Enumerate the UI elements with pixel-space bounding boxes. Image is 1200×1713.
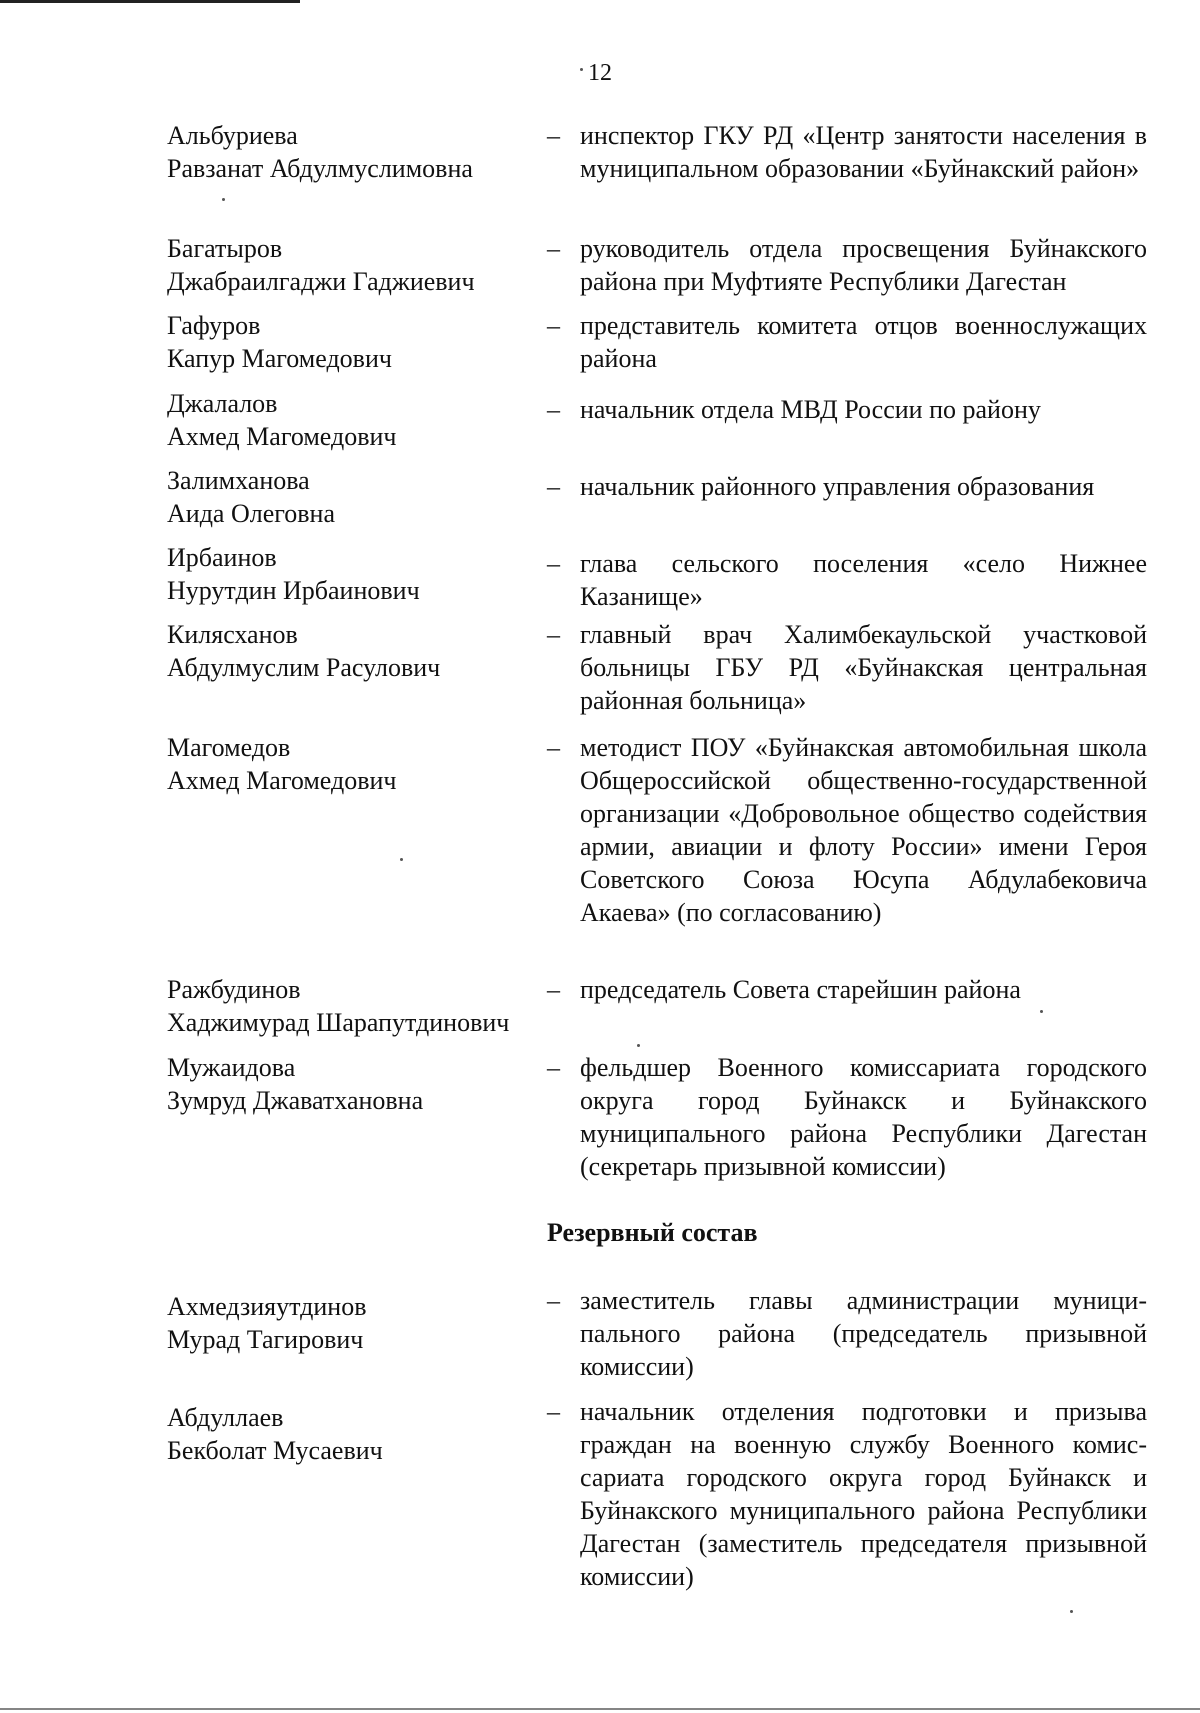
member-name — [167, 387, 527, 453]
separator-dash: – — [547, 234, 560, 263]
member-given-name: Хаджимурад Шарапутдинович — [167, 1008, 510, 1037]
separator-dash: – — [547, 395, 560, 424]
separator-dash: – — [547, 733, 560, 762]
member-given-name: Мурад Тагирович — [167, 1325, 364, 1354]
separator-dash: – — [547, 472, 560, 501]
scan-speck — [580, 68, 583, 71]
member-role: заместитель главы администрации муниципального района (председатель призывной комиссии) — [580, 1286, 1147, 1381]
member-name — [167, 232, 527, 298]
member-name — [167, 541, 527, 607]
separator-dash: – — [547, 1053, 560, 1082]
member-surname: Абдуллаев — [167, 1403, 284, 1432]
member-name — [167, 309, 527, 375]
member-given-name: Джабраилгаджи Гаджиевич — [167, 267, 475, 296]
separator-dash: – — [547, 121, 560, 150]
member-surname: Ирбаинов — [167, 543, 277, 572]
top-edge-rule — [0, 0, 300, 3]
member-role: методист ПОУ «Буйнакская автомобильная школа Общероссийской общественно-государственной организации «Добровольное общество содействия армии, авиации и флоту России» имени Героя Советского Союза Юсупа Абдулабековича Акаева» (по согласованию) — [580, 733, 1147, 927]
member-surname: Килясханов — [167, 620, 298, 649]
member-role: глава сельского поселения «село Нижнее Казанище» — [580, 549, 1147, 611]
member-given-name: Ахмед Магомедович — [167, 422, 397, 451]
member-name — [167, 464, 527, 530]
member-role: руководитель отдела просвещения Буйнакского района при Муфтияте Республики Дагестан — [580, 234, 1147, 296]
member-given-name: Нурутдин Ирбаинович — [167, 576, 420, 605]
separator-dash: – — [547, 549, 560, 578]
reserve-section-heading: Резервный состав — [547, 1218, 758, 1247]
separator-dash: – — [547, 975, 560, 1004]
scan-speck — [637, 1044, 640, 1047]
separator-dash: – — [547, 1397, 560, 1426]
member-surname: Ражбудинов — [167, 975, 301, 1004]
member-role: начальник отдела МВД России по району — [580, 395, 1041, 424]
member-role: начальник районного управления образования — [580, 472, 1095, 501]
separator-dash: – — [547, 311, 560, 340]
member-role: председатель Совета старейшин района — [580, 975, 1021, 1004]
member-surname: Мужаидова — [167, 1053, 296, 1082]
member-given-name: Зумруд Джаватхановна — [167, 1086, 424, 1115]
member-given-name: Абдулмуслим Расулович — [167, 653, 441, 682]
member-role: главный врач Халимбекаульской участковой больницы ГБУ РД «Буйнакская центральная районная больница» — [580, 620, 1147, 715]
member-given-name: Ахмед Магомедович — [167, 766, 397, 795]
member-name — [167, 618, 527, 684]
member-given-name: Капур Магомедович — [167, 344, 392, 373]
bottom-edge-rule — [0, 1708, 1200, 1710]
member-given-name: Аида Олеговна — [167, 499, 335, 528]
member-surname: Магомедов — [167, 733, 291, 762]
scan-speck — [1040, 1010, 1043, 1013]
member-role: начальник отделения подготовки и призыва граждан на военную службу Военного комиссариата городского округа город Буйнакск и Буйнакского муниципального района Республики Дагестан (заместитель председателя призывной комиссии) — [580, 1397, 1147, 1591]
member-surname: Альбуриева — [167, 121, 298, 150]
member-surname: Ахмедзияутдинов — [167, 1292, 367, 1321]
member-role: представитель комитета отцов военнослужащих района — [580, 311, 1147, 373]
member-given-name: Равзанат Абдулмуслимовна — [167, 154, 473, 183]
scan-speck — [1070, 1610, 1073, 1613]
member-name — [167, 1401, 527, 1467]
member-name — [167, 731, 527, 797]
member-name — [167, 119, 527, 185]
page-number: 12 — [588, 60, 612, 86]
member-name — [167, 1051, 527, 1117]
member-role: фельдшер Военного комиссариата городского округа город Буйнакск и Буйнакского муниципального района Республики Дагестан (секретарь призывной комиссии) — [580, 1053, 1147, 1181]
member-surname: Залимханова — [167, 466, 310, 495]
scan-speck — [222, 198, 225, 201]
separator-dash: – — [547, 620, 560, 649]
member-role: инспектор ГКУ РД «Центр занятости населения в муниципальном образовании «Буйнакский район» — [580, 121, 1147, 183]
separator-dash: – — [547, 1286, 560, 1315]
member-given-name: Бекболат Мусаевич — [167, 1436, 383, 1465]
scan-speck — [400, 858, 403, 861]
member-surname: Гафуров — [167, 311, 261, 340]
member-surname: Багатыров — [167, 234, 283, 263]
member-name — [167, 1290, 527, 1356]
member-surname: Джалалов — [167, 389, 278, 418]
member-name — [167, 973, 527, 1039]
